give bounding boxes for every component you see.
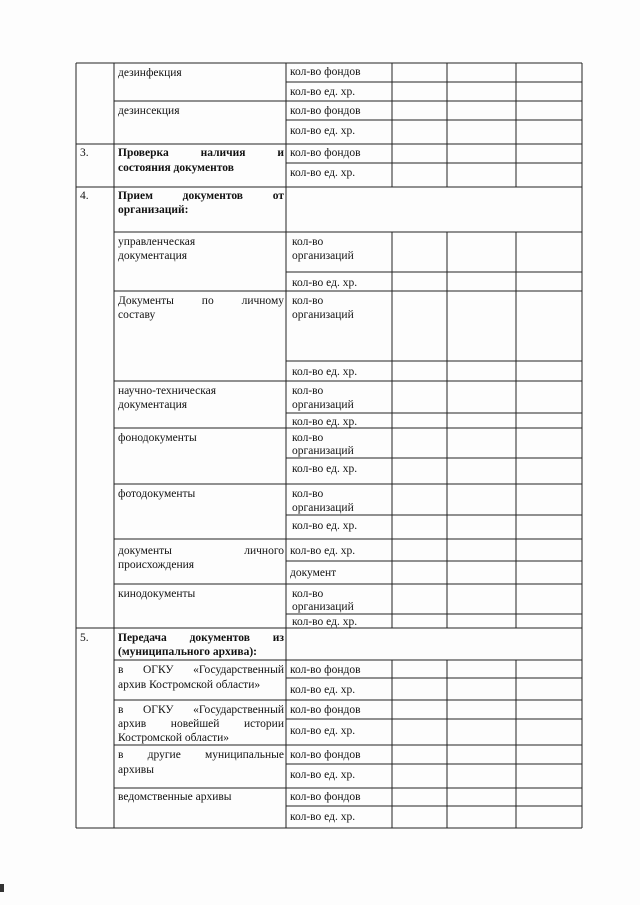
unit-storage-units: кол-во ед. хр. [292, 416, 358, 428]
row-label-line3: Костромской области» [118, 732, 230, 744]
row-label-phono: фонодокументы [118, 432, 197, 444]
row-label-line1 [118, 663, 284, 677]
section-number: 3. [80, 147, 89, 159]
section-title-line2: (муниципального архива): [118, 646, 258, 658]
section-number: 5. [80, 632, 89, 644]
unit-count-line1: кол-во [292, 588, 324, 600]
unit-storage-units: кол-во ед. хр. [290, 684, 356, 696]
word: в [118, 704, 124, 716]
unit-organizations: организаций [292, 250, 354, 262]
unit-organizations: организаций [292, 502, 354, 514]
word: «Государственный [193, 664, 284, 676]
word: ОГКУ [142, 664, 174, 676]
word: и [277, 147, 284, 159]
word: в [118, 664, 124, 676]
word: новейшей [170, 718, 220, 730]
word: личного [244, 545, 284, 557]
unit-storage-units: кол-во ед. хр. [292, 616, 358, 628]
unit-storage-units: кол-во ед. хр. [292, 277, 358, 289]
unit-storage-units: кол-во ед. хр. [290, 86, 356, 98]
unit-funds: кол-во фондов [290, 704, 361, 716]
row-label-line2 [118, 717, 284, 731]
unit-funds: кол-во фондов [290, 105, 361, 117]
row-label-line1 [118, 703, 284, 717]
row-label-line1: управленческая [118, 236, 196, 248]
section-title-line1 [118, 631, 284, 645]
word: архив [118, 718, 147, 730]
row-label-line2: архив Костромской области» [118, 679, 261, 691]
section-title-line1 [118, 146, 284, 160]
unit-storage-units: кол-во ед. хр. [292, 520, 358, 532]
unit-storage-units: кол-во ед. хр. [290, 125, 356, 137]
unit-document: документ [290, 567, 337, 579]
unit-funds: кол-во фондов [290, 791, 361, 803]
word: Прием [118, 190, 153, 202]
unit-count-line1: кол-во [292, 236, 324, 248]
row-label-line2: документация [118, 399, 188, 411]
unit-storage-units: кол-во ед. хр. [290, 167, 356, 179]
unit-funds: кол-во фондов [290, 664, 361, 676]
unit-storage-units: кол-во ед. хр. [292, 463, 358, 475]
unit-storage-units: кол-во ед. хр. [290, 769, 356, 781]
word: документов [182, 190, 244, 202]
row-label-line1: научно-техническая [118, 385, 217, 397]
unit-storage-units: кол-во ед. хр. [290, 725, 356, 737]
word: муниципальные [205, 749, 284, 761]
unit-organizations: организаций [292, 309, 354, 321]
word: по [201, 295, 214, 307]
row-label-line2: составу [118, 309, 156, 321]
row-label-line1 [118, 294, 284, 308]
unit-funds: кол-во фондов [290, 749, 361, 761]
unit-count-line1: кол-во [292, 295, 324, 307]
word: другие [147, 749, 181, 761]
unit-organizations: организаций [292, 445, 354, 457]
scan-edge-mark [0, 884, 4, 892]
word: документов [189, 632, 250, 644]
unit-funds: кол-во фондов [290, 66, 361, 78]
word: истории [244, 718, 284, 730]
row-label-disinsection: дезинсекция [118, 105, 180, 117]
section-title-line2: состояния документов [118, 162, 234, 174]
unit-storage-units: кол-во ед. хр. [290, 545, 356, 557]
row-label-line2: происхождения [118, 559, 195, 571]
row-label-kino: кинодокументы [118, 588, 196, 600]
row-label-line1 [118, 748, 284, 762]
unit-storage-units: кол-во ед. хр. [290, 811, 356, 823]
row-label-photo: фотодокументы [118, 488, 196, 500]
unit-count-line1: кол-во [292, 432, 324, 444]
unit-storage-units: кол-во ед. хр. [292, 366, 358, 378]
word: личному [241, 295, 284, 307]
word: из [272, 632, 284, 644]
row-label-line2: архивы [118, 764, 154, 776]
word: Документы [118, 295, 174, 307]
word: ОГКУ [142, 704, 174, 716]
word: в [118, 749, 124, 761]
word: документы [118, 545, 172, 557]
word: наличия [200, 147, 246, 159]
row-label-line1 [118, 544, 284, 558]
unit-organizations: организаций [292, 601, 354, 613]
section-number: 4. [80, 190, 89, 202]
row-label-disinfection: дезинфекция [118, 67, 182, 79]
row-label-line2: документация [118, 250, 188, 262]
word: от [272, 190, 284, 202]
unit-count-line1: кол-во [292, 488, 324, 500]
word: Проверка [118, 147, 169, 159]
section-title-line1 [118, 189, 284, 203]
section-title-line2: организаций: [118, 204, 189, 216]
word: Передача [118, 632, 167, 644]
row-label-dept: ведомственные архивы [118, 791, 232, 803]
unit-count-line1: кол-во [292, 385, 324, 397]
unit-organizations: организаций [292, 399, 354, 411]
word: «Государственный [193, 704, 284, 716]
unit-funds: кол-во фондов [290, 147, 361, 159]
